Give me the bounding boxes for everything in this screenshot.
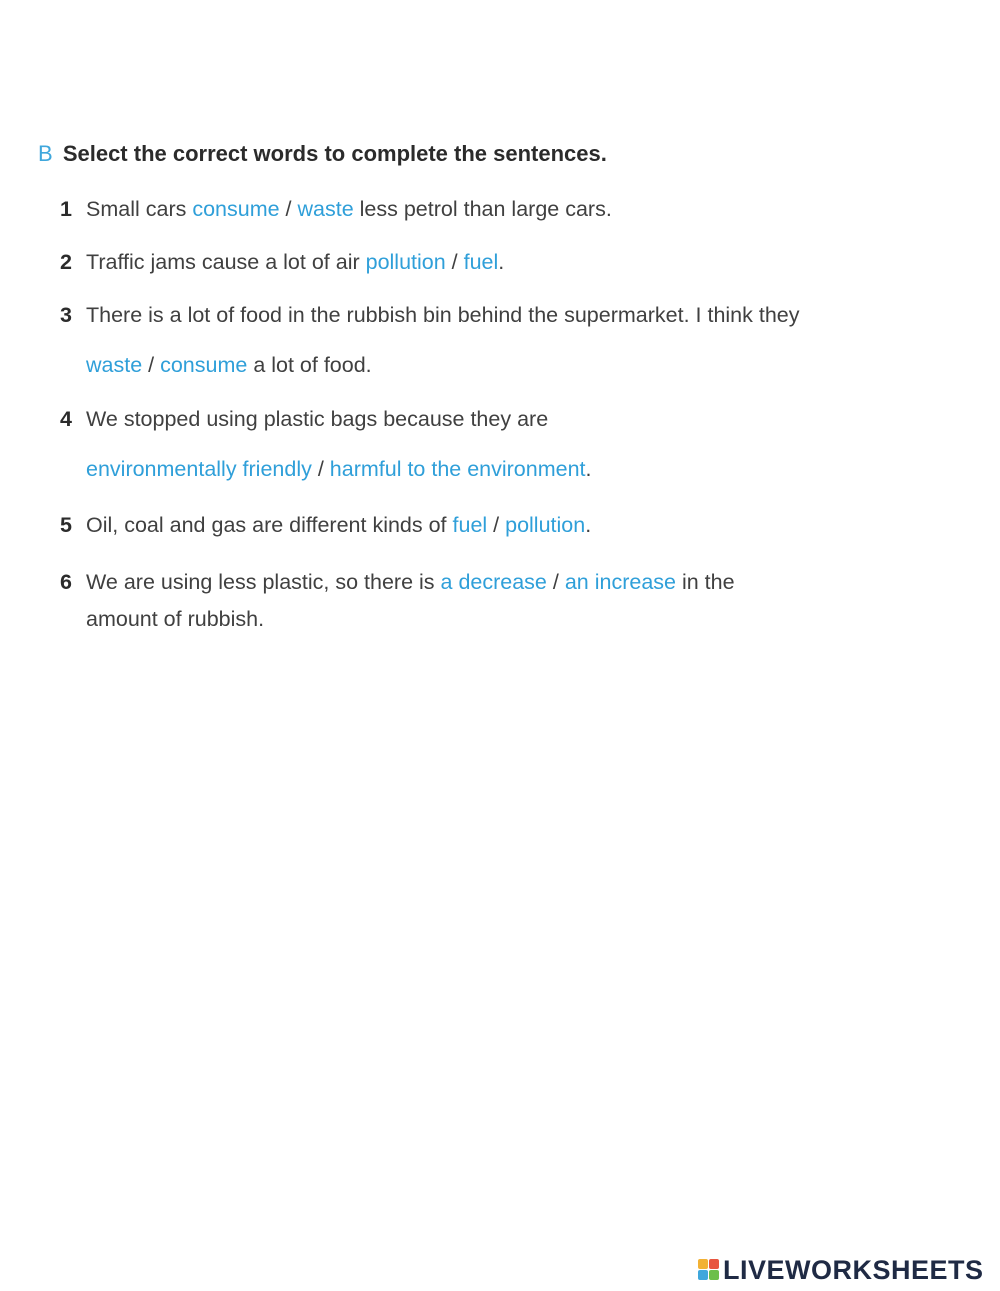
item-number: 1: [60, 197, 72, 221]
item-line: [86, 249, 504, 275]
sentence-text: We stopped using plastic bags because they are: [86, 407, 549, 431]
logo-square: [698, 1259, 708, 1269]
item-line: [86, 352, 372, 378]
option-a[interactable]: pollution: [365, 250, 446, 274]
option-a[interactable]: waste: [86, 353, 143, 377]
brand-name: LIVEWORKSHEETS: [723, 1254, 984, 1285]
logo-square: [709, 1270, 719, 1280]
item-line: [86, 196, 612, 222]
item-line: [86, 456, 592, 482]
item-line: [86, 512, 591, 538]
item-number: 3: [60, 303, 72, 327]
item-line: [86, 606, 264, 632]
sentence-text: .: [498, 250, 505, 274]
option-a[interactable]: a decrease: [440, 570, 547, 594]
sentence-text: less petrol than large cars.: [353, 197, 612, 221]
option-b[interactable]: fuel: [463, 250, 499, 274]
option-separator: /: [487, 513, 506, 537]
liveworksheets-branding: [698, 1255, 984, 1285]
option-a[interactable]: environmentally friendly: [86, 457, 312, 481]
sentence-text: We are using less plastic, so there is: [86, 570, 441, 594]
sentence-text: in the: [675, 570, 735, 594]
logo-square: [698, 1270, 708, 1280]
item-line: [86, 302, 800, 328]
sentence-text: Oil, coal and gas are different kinds of: [86, 513, 453, 537]
sentence-text: Small cars: [86, 197, 193, 221]
section-instruction: Select the correct words to complete the sentences.: [62, 141, 607, 166]
item-number: 2: [60, 250, 72, 274]
option-separator: /: [142, 353, 161, 377]
liveworksheets-logo-icon: [698, 1259, 720, 1281]
option-separator: /: [279, 197, 298, 221]
item-line: [86, 406, 548, 432]
option-separator: /: [546, 570, 565, 594]
option-b[interactable]: waste: [297, 197, 354, 221]
sentence-text: .: [585, 513, 592, 537]
item-number: 5: [60, 513, 72, 537]
option-separator: /: [311, 457, 330, 481]
option-b[interactable]: harmful to the environment: [329, 457, 586, 481]
section-heading: [38, 141, 607, 167]
option-b[interactable]: pollution: [505, 513, 586, 537]
option-a[interactable]: fuel: [452, 513, 488, 537]
item-line: [86, 569, 735, 595]
sentence-text: a lot of food.: [247, 353, 372, 377]
section-letter: B: [38, 141, 53, 166]
option-b[interactable]: an increase: [564, 570, 676, 594]
item-number: 4: [60, 407, 72, 431]
option-a[interactable]: consume: [192, 197, 280, 221]
option-separator: /: [445, 250, 464, 274]
logo-square: [709, 1259, 719, 1269]
sentence-text: amount of rubbish.: [86, 607, 265, 631]
option-b[interactable]: consume: [160, 353, 248, 377]
sentence-text: Traffic jams cause a lot of air: [86, 250, 366, 274]
item-number: 6: [60, 570, 72, 594]
sentence-text: .: [585, 457, 592, 481]
sentence-text: There is a lot of food in the rubbish bin behind the supermarket. I think they: [86, 303, 800, 327]
